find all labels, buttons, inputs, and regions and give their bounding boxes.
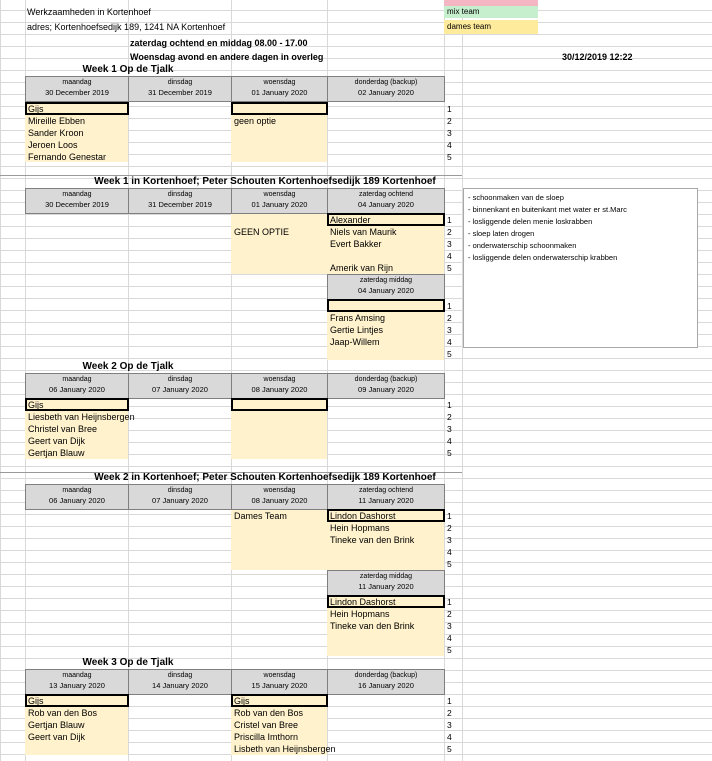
header-thursday [327, 669, 445, 695]
row-number: 4 [447, 337, 452, 347]
header-wednesday [231, 669, 328, 695]
row-number: 2 [447, 609, 452, 619]
gridline-col [0, 0, 1, 761]
task-notes [463, 188, 698, 348]
header-saturday-morning [327, 484, 445, 510]
header-day: woensdag [263, 487, 296, 494]
row-number: 2 [447, 412, 452, 422]
header-date: 04 January 2020 [358, 200, 414, 209]
row-number: 2 [447, 523, 452, 533]
row-number: 2 [447, 227, 452, 237]
row-number: 1 [447, 597, 452, 607]
header-tuesday [128, 484, 232, 510]
availability-note[interactable]: GEEN OPTIE [234, 227, 290, 237]
header-date: 07 January 2020 [152, 385, 208, 394]
section-title: Week 1 Op de Tjalk [82, 64, 174, 75]
header-monday [25, 484, 129, 510]
sheet-title: Werkzaamheden in Kortenhoef [27, 7, 151, 17]
header-day: maandag [62, 79, 92, 86]
row-number: 1 [447, 215, 452, 225]
task-note-item: - sloep laten drogen [468, 229, 535, 238]
row-number: 1 [447, 104, 452, 114]
header-day: dinsdag [167, 79, 193, 86]
gridline-row [0, 46, 712, 47]
row-number: 3 [447, 621, 452, 631]
header-thursday [327, 373, 445, 399]
participant-name[interactable]: Evert Bakker [330, 239, 382, 249]
header-date: 08 January 2020 [251, 496, 308, 505]
row-number: 4 [447, 547, 452, 557]
row-number: 4 [447, 732, 452, 742]
header-wednesday [231, 188, 328, 214]
header-tuesday [128, 188, 232, 214]
header-date: 16 January 2020 [358, 681, 414, 690]
header-date: 01 January 2020 [251, 88, 308, 97]
header-date: 09 January 2020 [358, 385, 414, 394]
participant-name[interactable]: Hein Hopmans [330, 523, 390, 533]
row-number: 4 [447, 140, 452, 150]
row-number: 2 [447, 708, 452, 718]
participant-name[interactable]: Gijs [234, 696, 250, 706]
header-day: dinsdag [167, 191, 193, 198]
header-saturday-afternoon [327, 274, 445, 300]
row-number: 3 [447, 424, 452, 434]
header-saturday-morning [327, 188, 445, 214]
header-date: 06 January 2020 [49, 496, 105, 505]
header-date: 15 January 2020 [251, 681, 308, 690]
participant-name[interactable]: Hein Hopmans [330, 609, 390, 619]
header-date: 01 January 2020 [251, 200, 308, 209]
header-date: 11 January 2020 [358, 582, 414, 591]
row-number: 5 [447, 744, 452, 754]
participant-name[interactable]: Fernando Genestar [28, 152, 107, 162]
participant-name[interactable]: Liesbeth van Heijnsbergen [28, 412, 135, 422]
row-number: 1 [447, 400, 452, 410]
row-number: 1 [447, 511, 452, 521]
header-date: 06 January 2020 [49, 385, 105, 394]
participant-name[interactable]: Gertjan Blauw [28, 448, 85, 458]
timestamp: 30/12/2019 12:22 [562, 52, 633, 62]
participant-name[interactable]: Geert van Dijk [28, 436, 86, 446]
header-date: 11 January 2020 [358, 496, 414, 505]
row-number: 5 [447, 349, 452, 359]
row-number: 4 [447, 633, 452, 643]
row-number: 4 [447, 251, 452, 261]
header-tuesday [128, 76, 232, 102]
header-day: zaterdag ochtend [358, 487, 414, 494]
header-monday [25, 76, 129, 102]
participant-name[interactable]: Tineke van den Brink [330, 535, 415, 545]
header-monday [25, 188, 129, 214]
header-day: woensdag [263, 191, 296, 198]
header-wednesday [231, 484, 328, 510]
participant-name[interactable]: Alexander [330, 215, 371, 225]
header-date: 31 December 2019 [148, 200, 212, 209]
section-title: Week 3 Op de Tjalk [82, 657, 174, 668]
row-number: 2 [447, 116, 452, 126]
header-day: zaterdag middag [359, 573, 413, 580]
legend-mix-label: mix team [447, 7, 480, 16]
header-thursday [327, 76, 445, 102]
task-note-item: - onderwaterschip schoonmaken [468, 241, 577, 250]
row-number: 5 [447, 263, 452, 273]
schedule-time-saturday: zaterdag ochtend en middag 08.00 - 17.00 [130, 38, 308, 48]
row-number: 1 [447, 696, 452, 706]
header-date: 07 January 2020 [152, 496, 208, 505]
header-day: donderdag (backup) [354, 672, 418, 679]
participant-name[interactable]: Amerik van Rijn [330, 263, 394, 273]
header-date: 02 January 2020 [358, 88, 414, 97]
gridline-row [0, 466, 712, 467]
participant-name[interactable]: Mireille Ebben [28, 116, 86, 126]
availability-note[interactable]: geen optie [234, 116, 277, 126]
cell-fill [231, 214, 327, 274]
participant-name[interactable]: Lisbeth van Heijnsbergen [234, 744, 336, 754]
row-number: 4 [447, 436, 452, 446]
participant-name[interactable]: Geert van Dijk [28, 732, 86, 742]
selected-cell-wednesday[interactable] [231, 398, 328, 411]
row-number: 5 [447, 559, 452, 569]
header-tuesday [128, 373, 232, 399]
header-date: 31 December 2019 [148, 88, 212, 97]
row-number: 5 [447, 152, 452, 162]
row-number: 3 [447, 535, 452, 545]
header-day: woensdag [263, 376, 296, 383]
header-date: 14 January 2020 [152, 681, 208, 690]
selected-cell-saturday-afternoon[interactable] [327, 299, 445, 312]
participant-name[interactable]: Sander Kroon [28, 128, 84, 138]
participant-name[interactable]: Rob van den Bos [234, 708, 304, 718]
section-title: Week 2 in Kortenhoef; Peter Schouten Kortenhoefsedijk 189 Kortenhoef [94, 472, 436, 483]
participant-name[interactable]: Frans Amsing [330, 313, 386, 323]
task-note-item: - losliggende delen onderwaterschip krabben [468, 253, 618, 262]
gridline-row [0, 34, 712, 35]
address-line: adres; Kortenhoefsedijk 189, 1241 NA Kortenhoef [27, 22, 226, 32]
row-number: 1 [447, 301, 452, 311]
row-number: 5 [447, 448, 452, 458]
team-label[interactable]: Dames Team [234, 511, 287, 521]
section-title: Week 1 in Kortenhoef; Peter Schouten Kortenhoefsedijk 189 Kortenhoef [94, 176, 436, 187]
participant-name[interactable]: Gertjan Blauw [28, 720, 85, 730]
header-day: zaterdag middag [359, 277, 413, 284]
header-day: maandag [62, 672, 92, 679]
participant-name[interactable]: Gijs [28, 696, 44, 706]
participant-name[interactable]: Jeroen Loos [28, 140, 78, 150]
task-note-item: - losliggende delen menie loskrabben [468, 217, 593, 226]
participant-name[interactable]: Lindon Dashorst [330, 511, 396, 521]
participant-name[interactable]: Cristel van Bree [234, 720, 299, 730]
header-day: dinsdag [167, 376, 193, 383]
participant-name[interactable]: Gertie Lintjes [330, 325, 384, 335]
participant-name[interactable]: Gijs [28, 104, 44, 114]
row-number: 3 [447, 720, 452, 730]
row-number: 3 [447, 239, 452, 249]
selected-cell-wednesday[interactable] [231, 102, 328, 115]
header-day: dinsdag [167, 672, 193, 679]
header-wednesday [231, 76, 328, 102]
header-day: dinsdag [167, 487, 193, 494]
row-number: 3 [447, 325, 452, 335]
header-wednesday [231, 373, 328, 399]
legend-dames-label: dames team [447, 22, 492, 31]
participant-name[interactable]: Tineke van den Brink [330, 621, 415, 631]
task-note-item: - binnenkant en buitenkant met water er st.Marc [468, 205, 627, 214]
participant-name[interactable]: Niels van Maurik [330, 227, 397, 237]
header-date: 08 January 2020 [251, 385, 308, 394]
participant-name[interactable]: Christel van Bree [28, 424, 98, 434]
participant-name[interactable]: Priscilla Imthorn [234, 732, 299, 742]
header-monday [25, 373, 129, 399]
header-date: 30 December 2019 [45, 200, 109, 209]
header-day: woensdag [263, 672, 296, 679]
gridline-row [0, 166, 712, 167]
participant-name[interactable]: Rob van den Bos [28, 708, 98, 718]
row-number: 3 [447, 128, 452, 138]
header-tuesday [128, 669, 232, 695]
header-day: donderdag (backup) [354, 376, 418, 383]
header-day: maandag [62, 487, 92, 494]
header-day: donderdag (backup) [354, 79, 418, 86]
header-day: maandag [62, 191, 92, 198]
row-number: 5 [447, 645, 452, 655]
row-number: 2 [447, 313, 452, 323]
participant-name[interactable]: Gijs [28, 400, 44, 410]
header-saturday-afternoon [327, 570, 445, 596]
header-date: 04 January 2020 [358, 286, 414, 295]
header-day: zaterdag ochtend [358, 191, 414, 198]
header-day: maandag [62, 376, 92, 383]
header-day: woensdag [263, 79, 296, 86]
participant-name[interactable]: Lindon Dashorst [330, 597, 396, 607]
participant-name[interactable]: Jaap-Willem [330, 337, 380, 347]
header-date: 13 January 2020 [49, 681, 105, 690]
header-monday [25, 669, 129, 695]
gridline-col [462, 0, 463, 761]
schedule-time-wednesday: Woensdag avond en andere dagen in overleg [130, 52, 324, 62]
task-note-item: - schoonmaken van de sloep [468, 193, 564, 202]
section-title: Week 2 Op de Tjalk [82, 361, 174, 372]
header-date: 30 December 2019 [45, 88, 109, 97]
